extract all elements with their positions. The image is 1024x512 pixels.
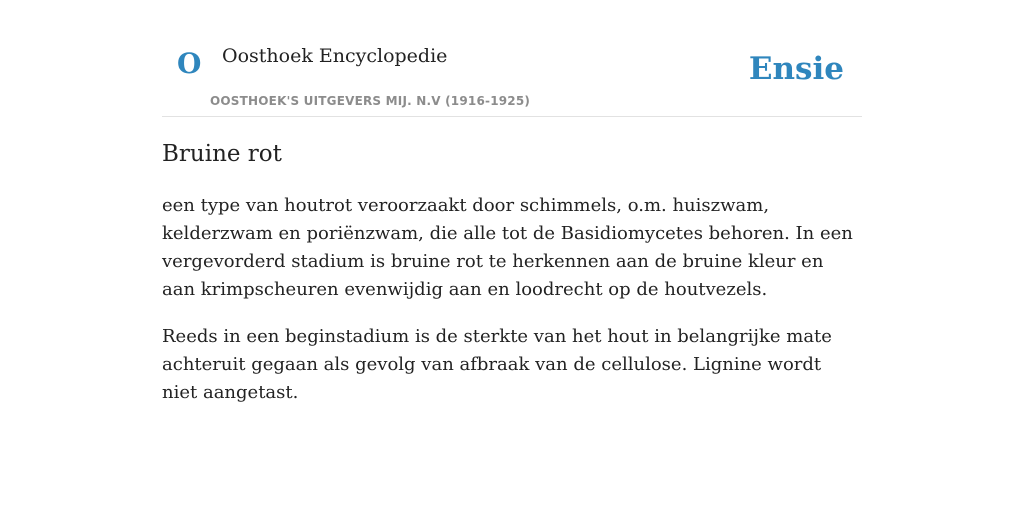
source-header	[162, 0, 862, 117]
brand-logo[interactable]: Ensie	[748, 51, 844, 87]
entry-content	[162, 138, 862, 426]
source-logo[interactable]: O	[177, 47, 202, 80]
entry-paragraph: een type van houtrot veroorzaakt door schimmels, o.m. huiszwam, kelderzwam en poriënzwam, die alle tot de Basidiomycetes behoren. In een vergevorderd stadium is bruine rot te herkennen aan de bruine kleur en aan krimpscheuren evenwijdig aan en loodrecht op de houtvezels.	[162, 195, 853, 301]
publisher-label: OOSTHOEK'S UITGEVERS MIJ. N.V (1916-1925)	[210, 94, 531, 108]
entry-paragraph: Reeds in een beginstadium is de sterkte van het hout in belangrijke mate achteruit gegaan als gevolg van afbraak van de cellulose. Lignine wordt niet aangetast.	[162, 326, 832, 404]
source-title-link[interactable]: Oosthoek Encyclopedie	[222, 45, 448, 67]
entry-title: Bruine rot	[162, 141, 282, 167]
